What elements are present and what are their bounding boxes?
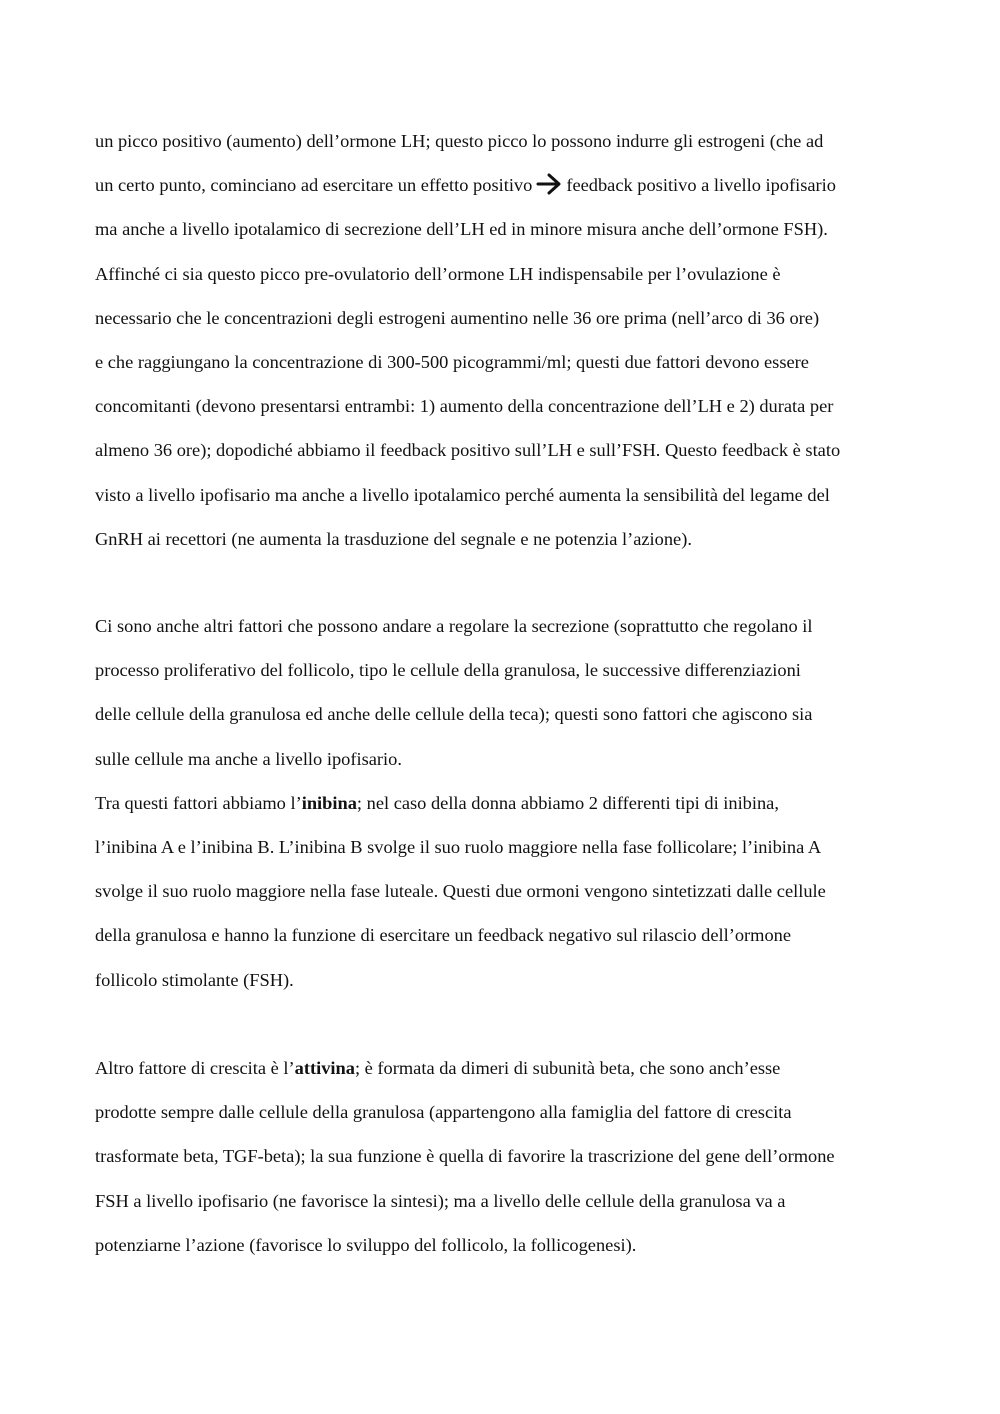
paragraph-line: visto a livello ipofisario ma anche a livello ipotalamico perché aumenta la sensibilità del legame del — [95, 484, 830, 505]
right-arrow-icon — [536, 173, 562, 195]
paragraph-line: Ci sono anche altri fattori che possono andare a regolare la secrezione (soprattutto che regolano il — [95, 616, 813, 636]
term-inibina: inibina — [301, 792, 357, 813]
term-attivina: attivina — [294, 1058, 355, 1078]
paragraph-line: follicolo stimolante (FSH). — [95, 969, 294, 990]
line-text: ; è formata da dimeri di subunità beta, che sono anch’esse — [354, 1058, 781, 1078]
paragraph-2 — [95, 604, 915, 1002]
paragraph-line-with-arrow — [95, 163, 915, 207]
paragraph-3 — [95, 1046, 915, 1267]
paragraph-line-inibina — [95, 781, 915, 825]
paragraph-line: necessario che le concentrazioni degli estrogeni aumentino nelle 36 ore prima (nell’arco di 36 ore) — [95, 307, 820, 328]
paragraph-line: sulle cellule ma anche a livello ipofisario. — [95, 748, 402, 769]
paragraph-line: trasformate beta, TGF-beta); la sua funzione è quella di favorire la trascrizione del gene dell’ormone — [95, 1146, 835, 1167]
paragraph-line: svolge il suo ruolo maggiore nella fase luteale. Questi due ormoni vengono sintetizzati dalle cellule — [95, 881, 826, 902]
paragraph-line: della granulosa e hanno la funzione di esercitare un feedback negativo sul rilascio dell’ormone — [95, 925, 792, 946]
line-text-after-arrow: feedback positivo a livello ipofisario — [566, 175, 836, 196]
paragraph-line: e che raggiungano la concentrazione di 300-500 picogrammi/ml; questi due fattori devono essere — [95, 351, 809, 372]
paragraph-line: Affinché ci sia questo picco pre-ovulatorio dell’ormone LH indispensabile per l’ovulazione è — [95, 263, 781, 284]
paragraph-line: delle cellule della granulosa ed anche delle cellule della teca); questi sono fattori che agiscono sia — [95, 704, 813, 725]
line-text: Altro fattore di crescita è l’ — [95, 1058, 295, 1078]
paragraph-line: un picco positivo (aumento) dell’ormone LH; questo picco lo possono indurre gli estrogeni (che ad — [95, 131, 824, 151]
paragraph-line: processo proliferativo del follicolo, tipo le cellule della granulosa, le successive differenziazioni — [95, 660, 801, 681]
paragraph-line: prodotte sempre dalle cellule della granulosa (appartengono alla famiglia del fattore di crescita — [95, 1102, 792, 1123]
line-text: Tra questi fattori abbiamo l’ — [95, 792, 302, 813]
paragraph-line: ma anche a livello ipotalamico di secrezione dell’LH ed in minore misura anche dell’ormone FSH). — [95, 219, 828, 240]
line-text: ; nel caso della donna abbiamo 2 differenti tipi di inibina, — [356, 792, 779, 813]
paragraph-line: GnRH ai recettori (ne aumenta la trasduzione del segnale e ne potenzia l’azione). — [95, 528, 692, 549]
paragraph-line: concomitanti (devono presentarsi entrambi: 1) aumento della concentrazione dell’LH e 2) durata per — [95, 396, 834, 417]
paragraph-line: l’inibina A e l’inibina B. L’inibina B svolge il suo ruolo maggiore nella fase follicolare; l’inibina A — [95, 836, 822, 857]
paragraph-line: almeno 36 ore); dopodiché abbiamo il feedback positivo sull’LH e sull’FSH. Questo feedback è stato — [95, 440, 841, 461]
paragraph-1 — [95, 119, 915, 561]
paragraph-line-attivina — [95, 1046, 915, 1090]
line-text-before-arrow: un certo punto, cominciano ad esercitare un effetto positivo — [95, 175, 533, 196]
paragraph-line: potenziarne l’azione (favorisce lo sviluppo del follicolo, la follicogenesi). — [95, 1234, 637, 1255]
paragraph-line: FSH a livello ipofisario (ne favorisce la sintesi); ma a livello delle cellule della granulosa va a — [95, 1190, 786, 1211]
